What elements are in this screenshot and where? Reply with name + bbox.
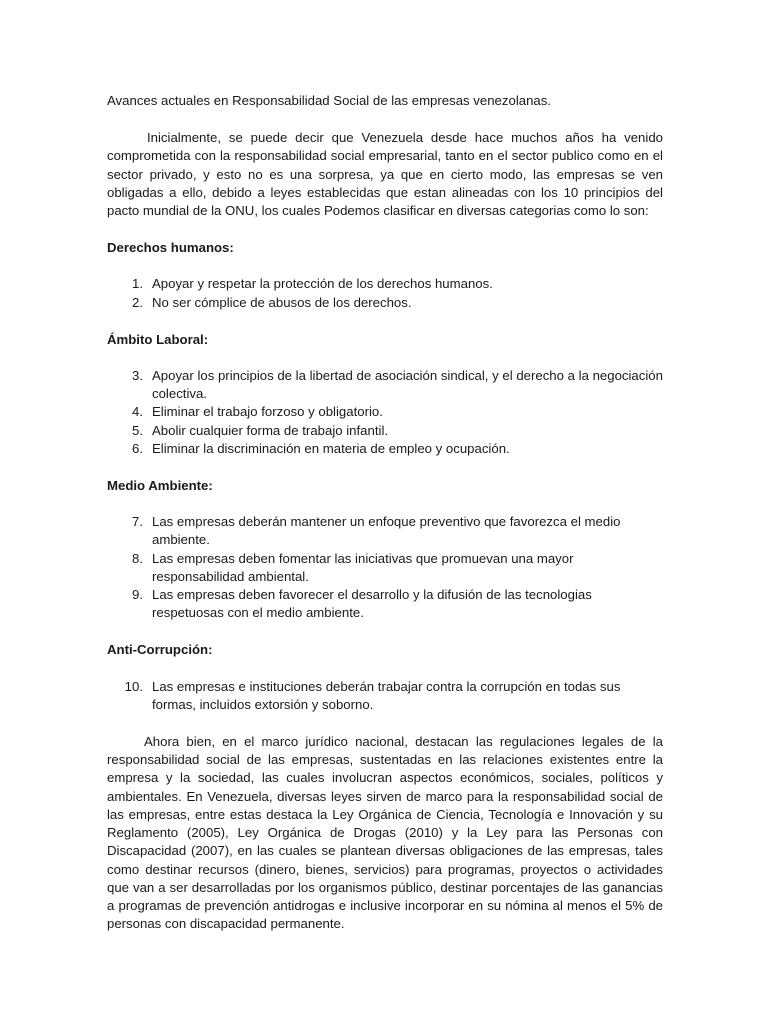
section-heading: Ámbito Laboral: <box>107 331 209 347</box>
list-item <box>107 550 663 586</box>
closing-paragraph: Ahora bien, en el marco jurídico nacional, destacan las regulaciones legales de la responsabilidad social de las empresas, sustentadas en las relaciones existentes entre la empresa y la sociedad, las cuales involucran aspectos económicos, sociales, políticos y ambientales. En Venezuela, diversas leyes sirven de marco para la responsabilidad social de las empresas, entre estas destaca la Ley Orgánica de Ciencia, Tecnología e Innovación y su Reglamento (2005), Ley Orgánica de Drogas (2010) y la Ley para las Personas con Discapacidad (2007), en las cuales se plantean diversas obligaciones de las empresas, tales como destinar recursos (dinero, bienes, servicios) para programas, proyectos o actividades que van a ser desarrolladas por los organismos público, destinar porcentajes de las ganancias a programas de prevención antidrogas e inclusive incorporar en su nómina al menos el 5% de personas con discapacidad permanente. <box>107 734 663 932</box>
list-item <box>107 367 663 403</box>
section-heading: Anti-Corrupción: <box>107 642 213 658</box>
section-ambito-laboral <box>107 331 663 458</box>
item-number: 7. <box>132 514 143 530</box>
item-text: Abolir cualquier forma de trabajo infantil. <box>152 422 389 438</box>
item-number: 3. <box>132 368 143 384</box>
list-item <box>107 422 663 440</box>
item-text: Eliminar la discriminación en materia de empleo y ocupación. <box>152 440 510 456</box>
item-text: Las empresas e instituciones deberán trabajar contra la corrupción en todas sus formas, incluidos extorsión y soborno. <box>152 678 621 712</box>
item-text: Apoyar y respetar la protección de los derechos humanos. <box>152 276 493 292</box>
section-heading: Derechos humanos: <box>107 240 234 256</box>
section-anti-corrupcion <box>107 641 663 714</box>
item-number: 4. <box>132 404 143 420</box>
item-text: Las empresas deberán mantener un enfoque preventivo que favorezca el medio ambiente. <box>152 514 621 548</box>
item-number: 6. <box>132 440 143 456</box>
item-text: Las empresas deben favorecer el desarrollo y la difusión de las tecnologias respetuosas con el medio ambiente. <box>152 587 592 621</box>
document-title: Avances actuales en Responsabilidad Social de las empresas venezolanas. <box>107 93 552 108</box>
list-item <box>107 403 663 421</box>
item-number: 5. <box>132 422 143 438</box>
item-text: Apoyar los principios de la libertad de asociación sindical, y el derecho a la negociación colectiva. <box>152 368 663 402</box>
principles-list <box>107 513 663 622</box>
item-number: 1. <box>132 276 143 292</box>
list-item <box>107 586 663 622</box>
item-number: 2. <box>132 294 143 310</box>
principles-list <box>107 367 663 458</box>
list-item <box>107 678 663 714</box>
list-item <box>107 513 663 549</box>
item-text: No ser cómplice de abusos de los derechos. <box>152 294 412 310</box>
principles-list <box>107 275 663 311</box>
section-medio-ambiente <box>107 477 663 622</box>
item-number: 8. <box>132 550 143 566</box>
section-heading: Medio Ambiente: <box>107 478 213 494</box>
intro-paragraph: Inicialmente, se puede decir que Venezuela desde hace muchos años ha venido comprometida con la responsabilidad social empresarial, tanto en el sector publico como en el sector privado, y esto no es una sorpresa, ya que en cierto modo, las empresas se ven obligadas a ello, debido a leyes establecidas que estan alineadas con los 10 principios del pacto mundial de la ONU, los cuales Podemos clasificar en diversas categorias como lo son: <box>107 130 663 219</box>
principles-list <box>107 678 663 714</box>
item-text: Las empresas deben fomentar las iniciativas que promuevan una mayor responsabilidad ambiental. <box>152 550 574 584</box>
list-item <box>107 440 663 458</box>
item-number: 9. <box>132 587 143 603</box>
section-derechos-humanos <box>107 239 663 312</box>
list-item <box>107 275 663 293</box>
list-item <box>107 294 663 312</box>
item-number: 10. <box>124 678 143 694</box>
item-text: Eliminar el trabajo forzoso y obligatorio. <box>152 404 383 420</box>
